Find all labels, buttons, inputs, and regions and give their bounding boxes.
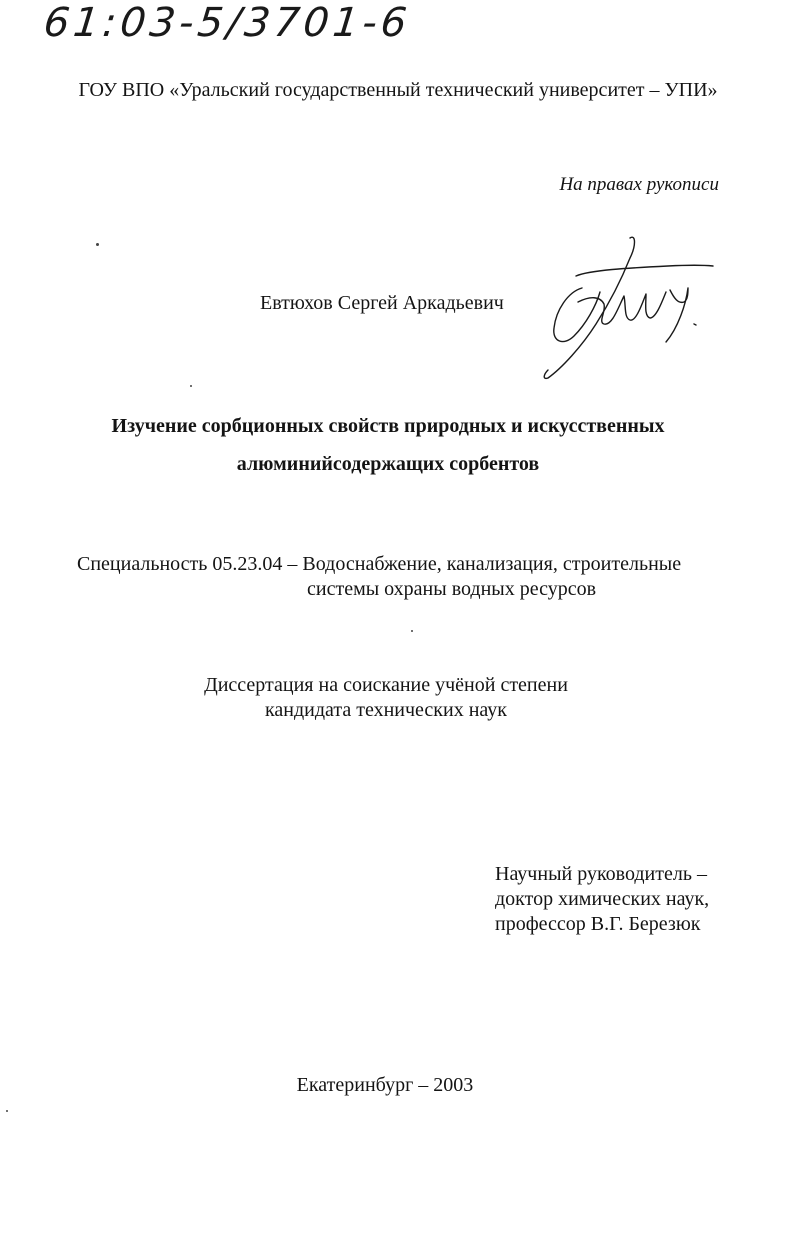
supervisor-line-2: доктор химических наук, bbox=[495, 888, 710, 910]
title-line-1: Изучение сорбционных свойств природных и искусственных bbox=[111, 415, 665, 437]
scan-speck bbox=[411, 630, 413, 632]
scan-speck bbox=[190, 385, 192, 387]
archive-code-handwritten: 61:03-5/3701-6 bbox=[41, 0, 413, 46]
scan-speck bbox=[96, 243, 99, 246]
dissertation-degree bbox=[170, 673, 602, 723]
supervisor-block bbox=[495, 862, 709, 937]
title-line-2: алюминийсодержащих сорбентов bbox=[236, 453, 540, 475]
specialty-line-1: Специальность 05.23.04 – Водоснабжение, канализация, строительные bbox=[77, 553, 682, 575]
dissertation-title bbox=[0, 407, 776, 483]
specialty-line-2: системы охраны водных ресурсов bbox=[307, 578, 597, 600]
author-signature bbox=[538, 232, 718, 382]
degree-line-1: Диссертация на соискание учёной степени bbox=[204, 674, 568, 696]
scan-speck bbox=[6, 1110, 8, 1112]
institution-name: ГОУ ВПО «Уральский государственный технический университет – УПИ» bbox=[78, 79, 718, 101]
author-name: Евтюхов Сергей Аркадьевич bbox=[260, 292, 504, 314]
supervisor-line-3: профессор В.Г. Березюк bbox=[495, 913, 701, 935]
city-year: Екатеринбург – 2003 bbox=[296, 1074, 474, 1096]
rights-note: На правах рукописи bbox=[559, 174, 719, 195]
supervisor-line-1: Научный руководитель – bbox=[495, 863, 707, 885]
degree-line-2: кандидата технических наук bbox=[264, 699, 508, 721]
